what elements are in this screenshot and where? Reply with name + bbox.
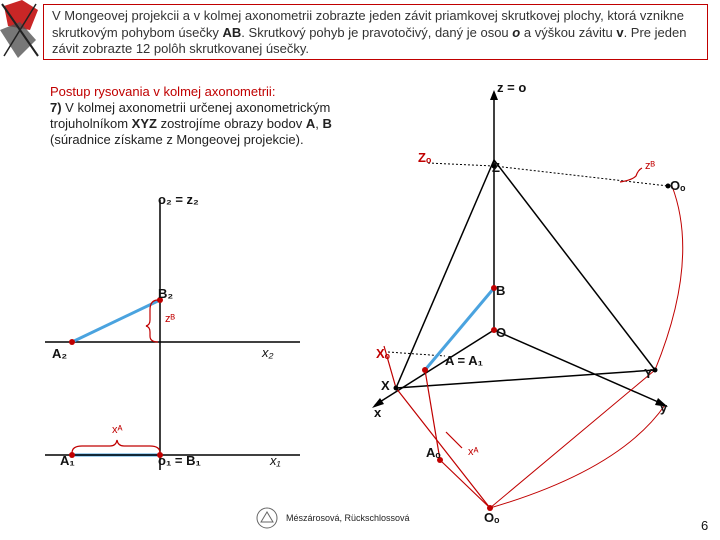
label-X: X xyxy=(381,378,390,393)
red-line-oo-y xyxy=(490,370,655,508)
steps-body: 7) V kolmej axonometrii určenej axonometrickým trojuholníkom XYZ zostrojíme obrazy bodov A, B (súradnice získame z Mongeovej projekcie). xyxy=(50,100,332,147)
brace-xa-left xyxy=(72,440,160,453)
label-o2-eq-z2: o₂ = z₂ xyxy=(158,192,199,207)
red-arc-bottom xyxy=(490,405,665,508)
label-a-eq-a1: A = A₁ xyxy=(445,353,484,368)
task-description: V Mongeovej projekcii a v kolmej axonometrii zobrazte jeden závit priamkovej skrutkovej plochy, ktorá vznikne skrutkovým pohybom úsečky AB. Skrutkový pohyb je pravotočivý, daný je osou o a výškou závitu v. Pre jeden závit zobrazte 12 polôh skrutkovanej úsečky. xyxy=(43,4,708,60)
label-x: x xyxy=(374,405,382,420)
label-ao: Aₒ xyxy=(426,445,441,460)
label-xa-left: xᴬ xyxy=(112,424,123,436)
brace-zb-right xyxy=(620,168,642,182)
axis-y-line xyxy=(494,330,665,405)
label-o1-eq-b1: o₁ = B₁ xyxy=(158,453,201,468)
dotted-z-oo xyxy=(494,166,668,186)
point-x xyxy=(394,386,399,391)
label-Y: Y xyxy=(644,366,653,381)
triangle-side-zy xyxy=(494,160,655,370)
label-zb-left: zᴮ xyxy=(165,313,176,325)
label-x1: x₁ xyxy=(270,453,281,468)
red-line-ao-oo xyxy=(440,460,490,508)
page-number: 6 xyxy=(701,518,709,533)
point-a2 xyxy=(69,339,75,345)
steps-title: Postup rysovania v kolmej axonometrii: xyxy=(50,84,276,99)
university-logo-icon xyxy=(256,507,278,529)
label-Z: Z xyxy=(492,160,500,175)
red-arc-right xyxy=(655,186,683,370)
label-y: y xyxy=(660,400,668,415)
point-a xyxy=(422,367,428,373)
point-y xyxy=(653,368,658,373)
label-z-eq-o: z = o xyxy=(497,80,527,95)
label-o: O xyxy=(496,325,507,340)
label-xo: Xₒ xyxy=(376,346,391,361)
label-oo-right: Oₒ xyxy=(670,178,686,193)
label-xa-right: xᴬ xyxy=(468,446,479,458)
label-a2: A₂ xyxy=(52,346,68,361)
label-zo: Zₒ xyxy=(418,150,432,165)
label-x2: x₂ xyxy=(262,345,274,360)
triangle-side-xy xyxy=(396,370,655,388)
label-zb-right: zᴮ xyxy=(645,160,656,172)
label-b2: B₂ xyxy=(158,286,174,301)
segment-a2b2 xyxy=(72,300,160,342)
label-a1: A₁ xyxy=(60,453,75,468)
brace-xa-right xyxy=(446,432,462,448)
label-oo-bottom: Oₒ xyxy=(484,510,500,525)
footer-author: Mészárosová, Rückschlossová xyxy=(286,513,410,523)
dotted-zo-z xyxy=(428,163,494,166)
label-b: B xyxy=(496,283,506,298)
